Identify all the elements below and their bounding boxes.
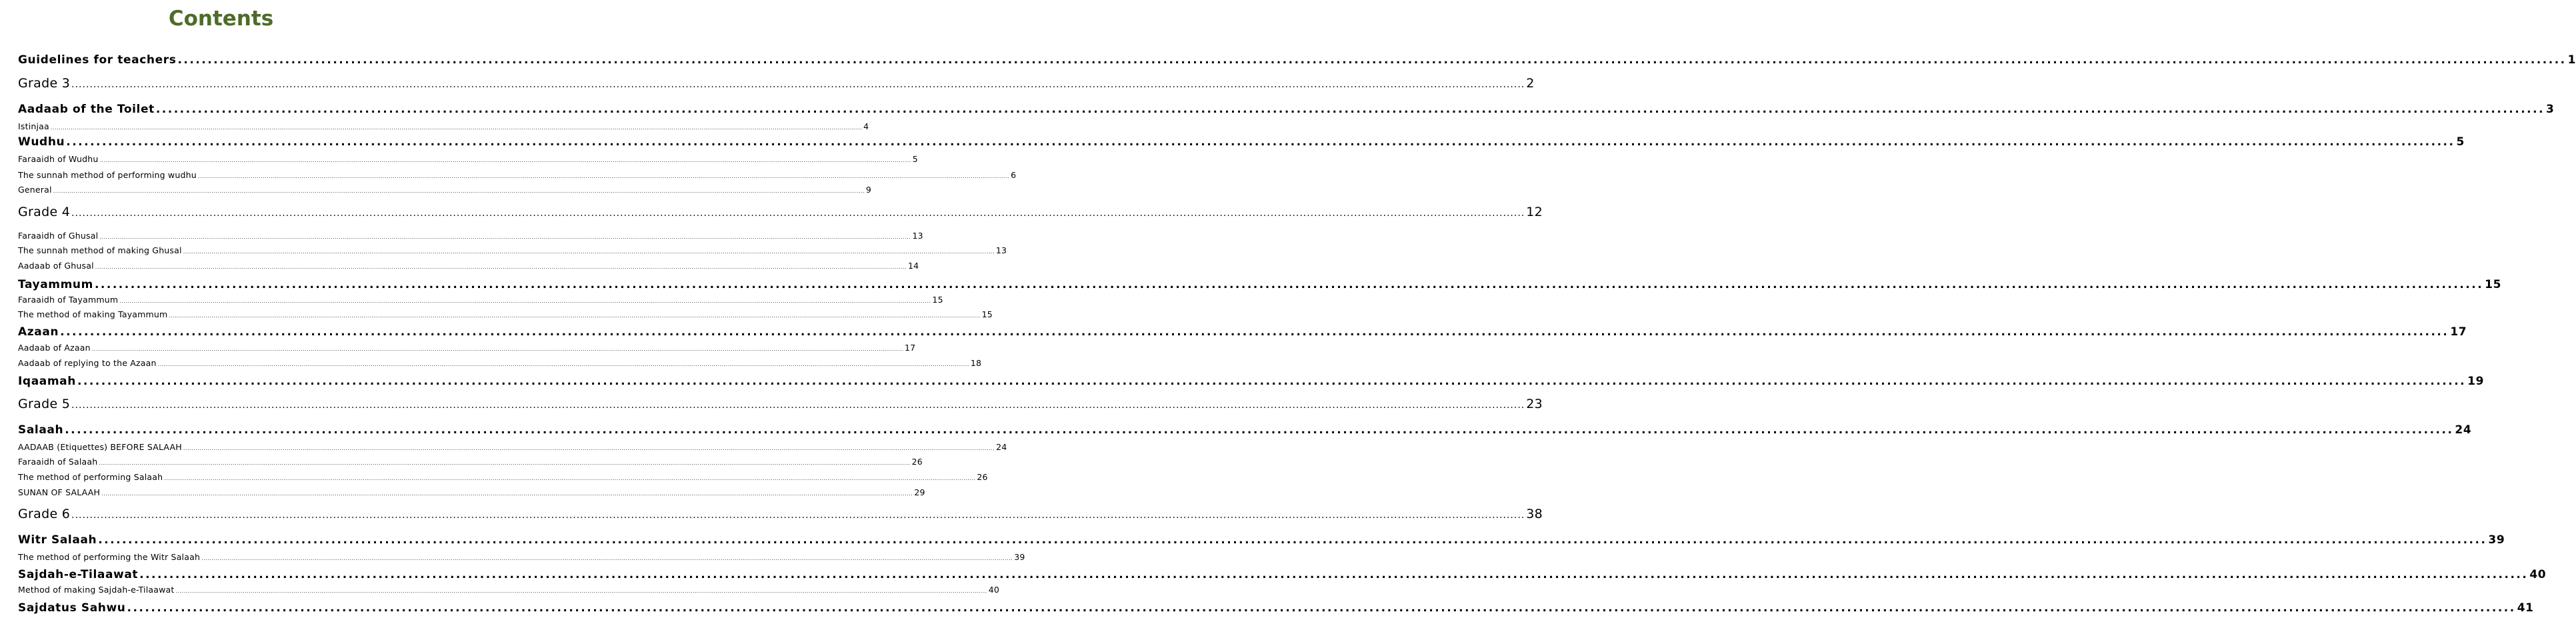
- toc-entry-label: Grade 6: [18, 507, 71, 521]
- toc-entry[interactable]: [18, 76, 1535, 91]
- dot-leader: ................................................................................................................................................................................................................................................................................................................................................................................................................: [71, 510, 1525, 521]
- dot-leader: ................................................................................................................................................................................................................................................................................................................................................................................................................: [177, 53, 2567, 67]
- toc-entry-label: Aadaab of Azaan: [18, 343, 91, 353]
- toc-entry[interactable]: [18, 343, 916, 353]
- toc-entry[interactable]: [18, 585, 1000, 595]
- toc-entry[interactable]: [18, 533, 2505, 547]
- toc-entry-label: Sajdatus Sahwu: [18, 601, 126, 615]
- toc-entry-label: SUNAN OF SALAAH: [18, 487, 101, 497]
- toc-entry-label: The method of performing the Witr Salaah: [18, 552, 201, 562]
- toc-entry-label: Grade 3: [18, 76, 71, 91]
- toc-entry-label: Tayammum: [18, 278, 93, 291]
- toc-entry-label: Faraaidh of Salaah: [18, 457, 98, 467]
- toc-entry-label: Guidelines for teachers: [18, 53, 177, 67]
- toc-entry-page-number: 15: [932, 295, 943, 305]
- toc-entry-page-number: 39: [1014, 552, 1025, 562]
- toc-entry-page-number: 5: [2456, 135, 2465, 149]
- dot-leader: ................................................................................................................................................................................................................................................................................................................................................................................................................: [101, 491, 913, 497]
- dot-leader: ................................................................................................................................................................................................................................................................................................................................................................................................................: [65, 423, 2454, 437]
- toc-entry-page-number: 15: [981, 309, 993, 319]
- toc-entry-page-number: 15: [2485, 278, 2502, 291]
- toc-entry[interactable]: [18, 135, 2465, 149]
- toc-entry-page-number: 5: [912, 154, 918, 164]
- toc-entry-label: The method of making Tayammum: [18, 309, 168, 319]
- toc-entry-page-number: 39: [2488, 533, 2505, 547]
- toc-entry-label: The sunnah method of making Ghusal: [18, 245, 182, 255]
- toc-entry-label: The sunnah method of performing wudhu: [18, 170, 197, 180]
- dot-leader: ................................................................................................................................................................................................................................................................................................................................................................................................................: [164, 475, 976, 481]
- toc-entry[interactable]: [18, 375, 2484, 388]
- toc-entry-page-number: 40: [988, 585, 1000, 595]
- dot-leader: ................................................................................................................................................................................................................................................................................................................................................................................................................: [95, 264, 907, 270]
- toc-entry[interactable]: [18, 601, 2534, 615]
- toc-entry[interactable]: [18, 325, 2467, 339]
- toc-entry-label: Grade 5: [18, 397, 71, 411]
- toc-entry-label: Method of making Sajdah-e-Tilaawat: [18, 585, 175, 595]
- toc-entry-label: Faraaidh of Wudhu: [18, 154, 99, 164]
- toc-entry-label: Salaah: [18, 423, 64, 437]
- toc-entry[interactable]: [18, 568, 2547, 581]
- dot-leader: ................................................................................................................................................................................................................................................................................................................................................................................................................: [98, 533, 2487, 547]
- toc-entry[interactable]: [18, 295, 943, 305]
- toc-entry[interactable]: [18, 507, 1543, 521]
- toc-entry[interactable]: [18, 53, 2576, 67]
- toc-entry-page-number: 17: [904, 343, 916, 353]
- dot-leader: ................................................................................................................................................................................................................................................................................................................................................................................................................: [119, 298, 931, 304]
- dot-leader: ................................................................................................................................................................................................................................................................................................................................................................................................................: [66, 135, 2455, 149]
- dot-leader: ................................................................................................................................................................................................................................................................................................................................................................................................................: [99, 157, 911, 163]
- toc-entry-page-number: 14: [907, 261, 919, 271]
- toc-entry[interactable]: [18, 552, 1025, 562]
- dot-leader: ................................................................................................................................................................................................................................................................................................................................................................................................................: [99, 234, 911, 240]
- dot-leader: ................................................................................................................................................................................................................................................................................................................................................................................................................: [201, 555, 1013, 561]
- toc-entry[interactable]: [18, 103, 2555, 116]
- toc-entry-page-number: 1: [2567, 53, 2576, 67]
- toc-entry-page-number: 24: [2455, 423, 2472, 437]
- toc-entry-label: General: [18, 185, 52, 195]
- toc-entry[interactable]: [18, 278, 2502, 291]
- dot-leader: ................................................................................................................................................................................................................................................................................................................................................................................................................: [157, 361, 969, 367]
- toc-entry[interactable]: [18, 231, 923, 241]
- toc-entry[interactable]: [18, 121, 869, 131]
- toc-entry-page-number: 23: [1526, 397, 1543, 411]
- dot-leader: ................................................................................................................................................................................................................................................................................................................................................................................................................: [139, 568, 2529, 581]
- toc-entry-label: Faraaidh of Tayammum: [18, 295, 119, 305]
- toc-entry[interactable]: [18, 358, 982, 368]
- toc-entry-label: The method of performing Salaah: [18, 472, 163, 482]
- toc-entry[interactable]: [18, 472, 988, 482]
- toc-entry-page-number: 6: [1011, 170, 1017, 180]
- toc-entry-label: AADAAB (Etiquettes) BEFORE SALAAH: [18, 442, 182, 452]
- toc-entry-label: Faraaidh of Ghusal: [18, 231, 99, 241]
- toc-entry-page-number: 13: [912, 231, 923, 241]
- dot-leader: ................................................................................................................................................................................................................................................................................................................................................................................................................: [60, 325, 2449, 339]
- toc-entry[interactable]: [18, 154, 918, 164]
- dot-leader: ................................................................................................................................................................................................................................................................................................................................................................................................................: [183, 249, 995, 255]
- toc-entry[interactable]: [18, 397, 1543, 411]
- dot-leader: ................................................................................................................................................................................................................................................................................................................................................................................................................: [71, 79, 1525, 90]
- toc-entry[interactable]: [18, 423, 2472, 437]
- toc-entry-page-number: 9: [865, 185, 872, 195]
- dot-leader: ................................................................................................................................................................................................................................................................................................................................................................................................................: [94, 278, 2484, 291]
- toc-entry[interactable]: [18, 185, 872, 195]
- dot-leader: ................................................................................................................................................................................................................................................................................................................................................................................................................: [77, 375, 2467, 388]
- toc-entry[interactable]: [18, 309, 993, 319]
- toc-entry[interactable]: [18, 245, 1007, 255]
- toc-entry[interactable]: [18, 442, 1007, 452]
- dot-leader: ................................................................................................................................................................................................................................................................................................................................................................................................................: [127, 601, 2516, 615]
- dot-leader: ................................................................................................................................................................................................................................................................................................................................................................................................................: [175, 588, 987, 594]
- toc-entry-label: Iqaamah: [18, 375, 76, 388]
- dot-leader: ................................................................................................................................................................................................................................................................................................................................................................................................................: [53, 188, 865, 194]
- dot-leader: ................................................................................................................................................................................................................................................................................................................................................................................................................: [169, 313, 981, 319]
- dot-leader: ................................................................................................................................................................................................................................................................................................................................................................................................................: [197, 173, 1010, 179]
- toc-entry[interactable]: [18, 170, 1017, 180]
- dot-leader: ................................................................................................................................................................................................................................................................................................................................................................................................................: [183, 445, 995, 451]
- toc-entry-page-number: 18: [970, 358, 982, 368]
- toc-entry-page-number: 2: [1526, 76, 1535, 91]
- page-title: Contents: [168, 7, 274, 31]
- toc-entry-label: Aadaab of Ghusal: [18, 261, 94, 271]
- toc-entry[interactable]: [18, 457, 923, 467]
- toc-entry-page-number: 26: [911, 457, 923, 467]
- toc-entry[interactable]: [18, 205, 1543, 219]
- toc-entry-label: Istinjaa: [18, 121, 49, 131]
- toc-entry-label: Grade 4: [18, 205, 71, 219]
- toc-entry-page-number: 19: [2467, 375, 2484, 388]
- toc-entry-page-number: 41: [2517, 601, 2534, 615]
- toc-entry-page-number: 24: [996, 442, 1007, 452]
- toc-entry-page-number: 12: [1526, 205, 1543, 219]
- dot-leader: ................................................................................................................................................................................................................................................................................................................................................................................................................: [155, 103, 2545, 116]
- toc-entry-page-number: 29: [914, 487, 925, 497]
- dot-leader: ................................................................................................................................................................................................................................................................................................................................................................................................................: [71, 400, 1525, 411]
- dot-leader: ................................................................................................................................................................................................................................................................................................................................................................................................................: [71, 208, 1525, 219]
- toc-entry[interactable]: [18, 487, 925, 497]
- toc-entry-label: Wudhu: [18, 135, 65, 149]
- toc-entry-label: Aadaab of replying to the Azaan: [18, 358, 157, 368]
- dot-leader: ................................................................................................................................................................................................................................................................................................................................................................................................................: [50, 125, 863, 131]
- toc-entry[interactable]: [18, 261, 919, 271]
- toc-entry-label: Azaan: [18, 325, 59, 339]
- toc-entry-label: Witr Salaah: [18, 533, 97, 547]
- toc-entry-label: Sajdah-e-Tilaawat: [18, 568, 139, 581]
- dot-leader: ................................................................................................................................................................................................................................................................................................................................................................................................................: [99, 460, 911, 466]
- toc-entry-page-number: 17: [2450, 325, 2467, 339]
- toc-entry-page-number: 4: [863, 121, 869, 131]
- toc-entry-page-number: 26: [977, 472, 988, 482]
- toc-entry-page-number: 3: [2546, 103, 2555, 116]
- toc-entry-label: Aadaab of the Toilet: [18, 103, 155, 116]
- toc-entry-page-number: 40: [2529, 568, 2547, 581]
- toc-entry-page-number: 13: [995, 245, 1007, 255]
- toc-entry-page-number: 38: [1526, 507, 1543, 521]
- dot-leader: ................................................................................................................................................................................................................................................................................................................................................................................................................: [91, 346, 903, 352]
